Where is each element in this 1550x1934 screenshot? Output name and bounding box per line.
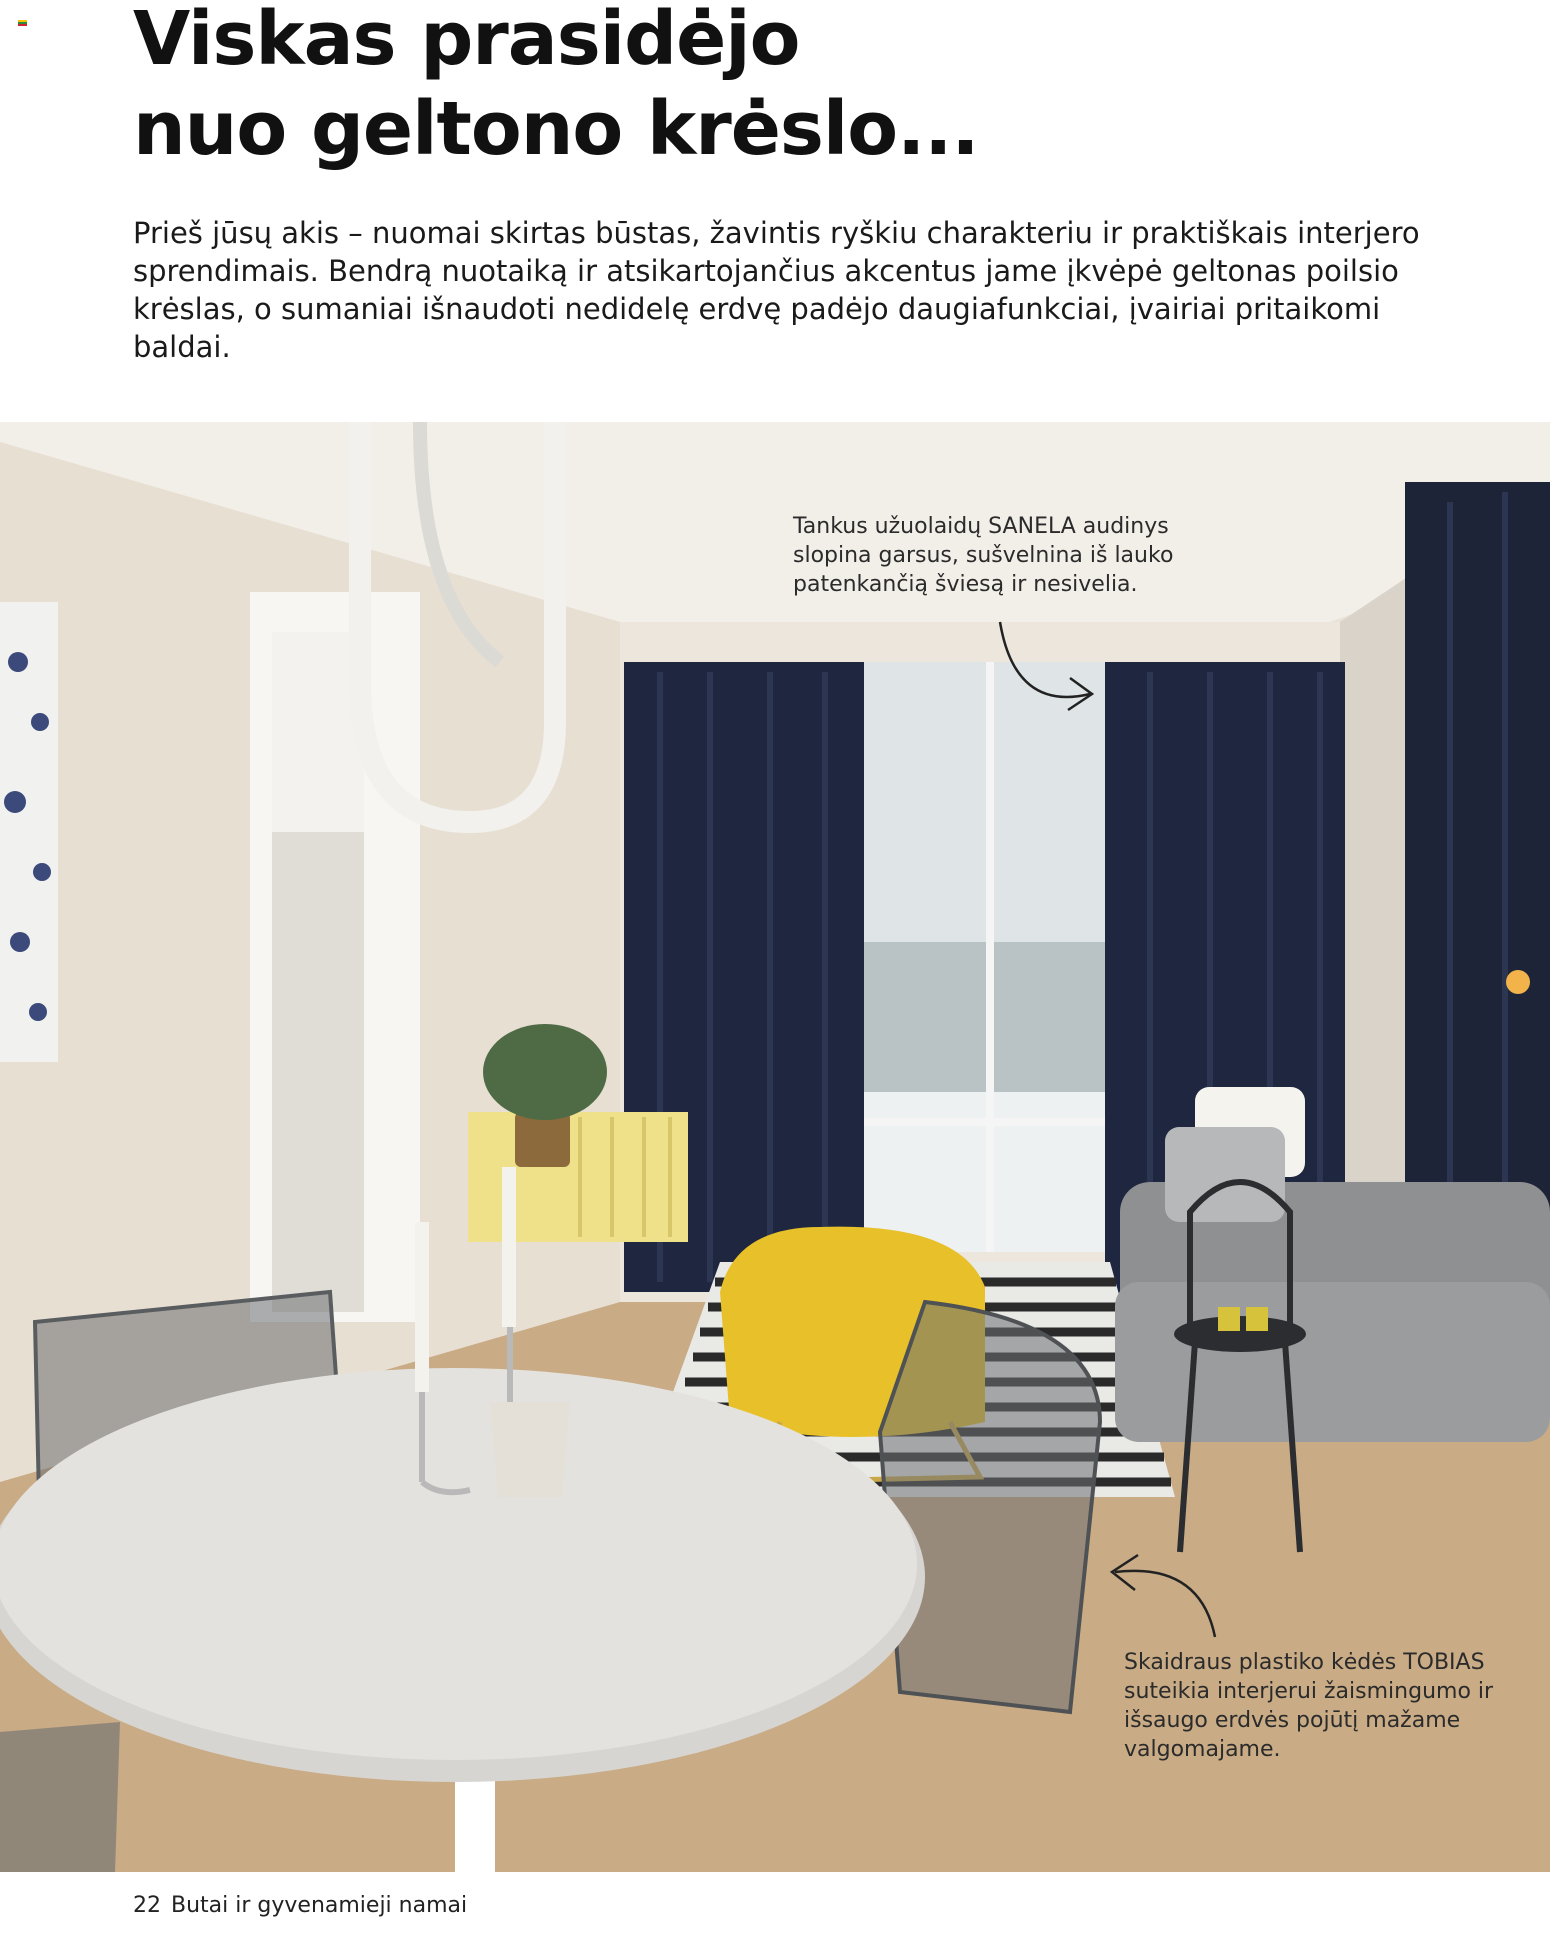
title-line-2: nuo geltono krėslo...	[133, 86, 979, 172]
room-photo	[0, 422, 1550, 1872]
candle	[415, 1222, 429, 1392]
cup	[490, 1402, 570, 1497]
intro-paragraph: Prieš jūsų akis – nuomai skirtas būstas, žavintis ryškiu charakteriu ir praktiškais interjero sprendimais. Bendrą nuotaiką ir atsikartojančius akcentus jame įkvėpė geltonas poilsio krėslas, o sumaniai išnaudoti nedidelę erdvę padėjo daugiafunkciai, įvairiai pritaikomi baldai.	[133, 216, 1420, 364]
wall-lamp	[1506, 970, 1530, 994]
plant	[483, 1024, 607, 1120]
page-footer	[133, 1892, 467, 1920]
caption-curtain: Tankus užuolaidų SANELA audinys slopina garsus, sušvelnina iš lauko patenkančią šviesą ir nesivelia.	[793, 514, 1174, 597]
title-line-1: Viskas prasidėjo	[133, 0, 800, 82]
caption-chair: Skaidraus plastiko kėdės TOBIAS suteikia interjerui žaismingumo ir išsaugo erdvės pojūtį mažame valgomajame.	[1124, 1650, 1494, 1762]
transparent-chair-right	[880, 1302, 1100, 1712]
page-title	[133, 0, 978, 174]
sofa-seat	[1115, 1282, 1550, 1442]
plant-vase	[515, 1112, 570, 1167]
section-title: Butai ir gyvenamieji namai	[171, 1893, 468, 1918]
page-number: 22	[133, 1893, 161, 1918]
language-flag-icon	[18, 20, 27, 26]
wall-painting	[0, 602, 58, 1062]
